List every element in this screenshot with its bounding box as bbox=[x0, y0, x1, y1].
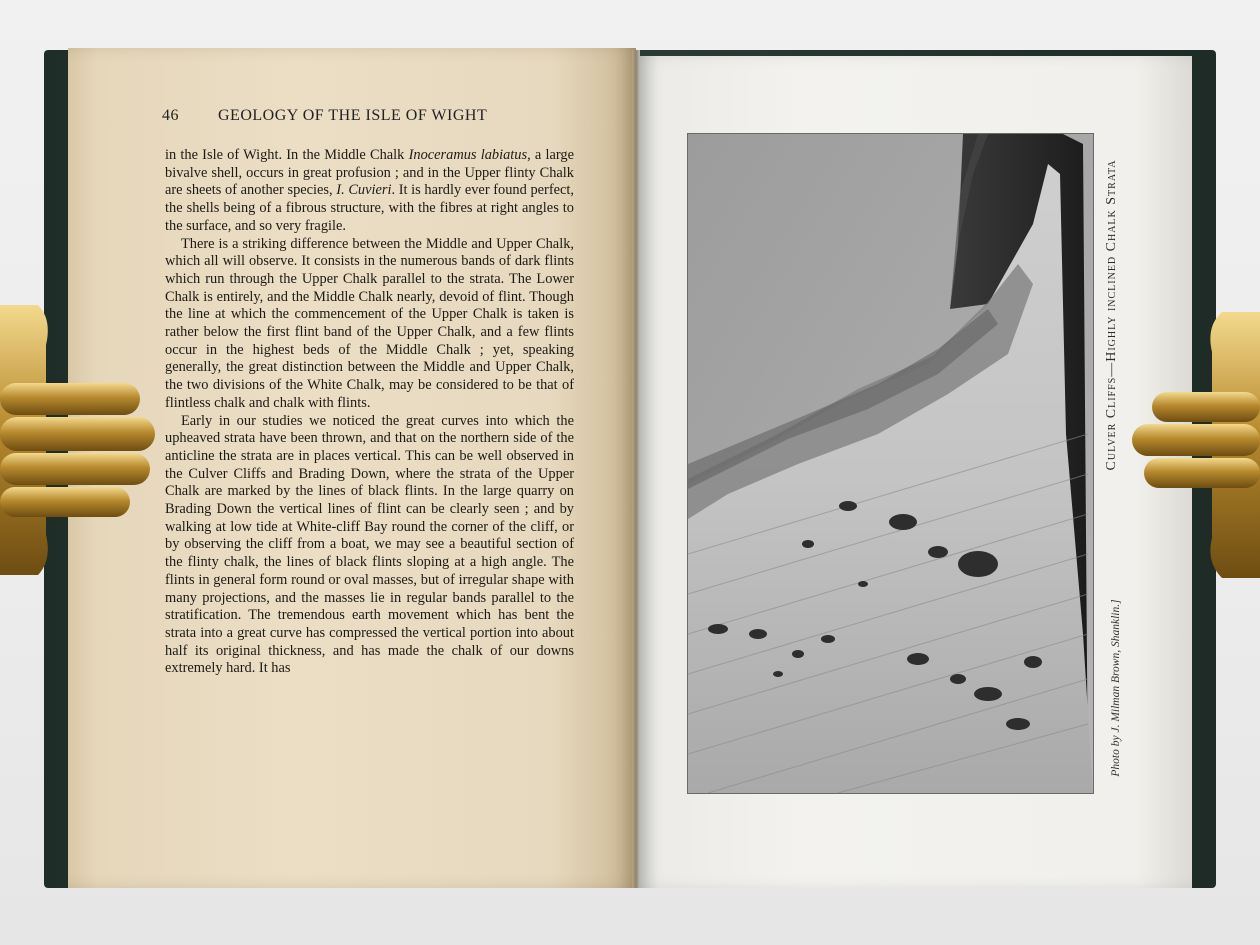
left-brass-clamp bbox=[0, 305, 160, 575]
italic-term: I. Cuvieri bbox=[336, 182, 392, 199]
book-gutter bbox=[632, 50, 640, 888]
paragraph-3 bbox=[165, 413, 574, 679]
page-number: 46 bbox=[162, 107, 179, 124]
text-run: . It is hardly ever found perfect, the shells being of a fibrous structure, with the fibres at right angles to the surface, and so very fragile. bbox=[165, 182, 575, 234]
italic-term: Inoceramus labiatus bbox=[408, 147, 528, 163]
page-header bbox=[162, 107, 574, 131]
text-run: in the Isle of Wight. In the Middle Chalk bbox=[165, 147, 409, 163]
paragraph-2 bbox=[165, 236, 574, 413]
photo-credit: Photo by J. Milman Brown, Shanklin.] bbox=[1110, 599, 1122, 777]
cliff-photograph bbox=[687, 133, 1094, 794]
plate-caption: Culver Cliffs—Highly inclined Chalk Strata bbox=[1104, 159, 1119, 471]
cliff-photo-image bbox=[688, 134, 1093, 793]
text-run: Early in our studies we noticed the great curves into which the upheaved strata have been thrown, and that on the northern side of the anticline the strata are in places vertical. This can be well observed in the Culver Cliffs and Brading Down, where the strata of the Upper Chalk are marked by the lines of black flints. In the large quarry on Brading Down the vertical lines of flint can be clearly seen ; and by walking at low tide at White-cliff Bay round the corner of the cliff, or by observing the cliff from a boat, we may see a beautiful section of the flinty chalk, the lines of black flints sloping at a high angle. The flints in general form round or oval masses, but of irregular shape with many projections, and the masses lie in regular bands parallel to the stratification. The tremendous earth movement which has bent the strata into a great curve has compressed the vertical portion into about half its original thickness, and has made the chalk of our downs extremely hard. It has bbox=[165, 412, 574, 677]
body-text bbox=[165, 147, 574, 678]
right-brass-clamp bbox=[1132, 312, 1260, 578]
text-run: , a large bivalve shell, occurs in great profusion ; and in the Upper flinty Chalk are sheets of another species, bbox=[165, 147, 574, 199]
running-head: GEOLOGY OF THE ISLE OF WIGHT bbox=[218, 107, 488, 124]
text-run: There is a striking difference between the Middle and Upper Chalk, which all will observe. It consists in the numerous bands of dark flints which run through the Upper Chalk parallel to the strata. The Lower Chalk is entirely, and the Middle Chalk nearly, devoid of flint. Though the line at which the commencement of the Upper Chalk is taken is rather below the first flint band of the Upper Chalk, and a few flints occur in the highest beds of the Middle Chalk ; yet, speaking generally, the great distinction between the Middle and Upper Chalk, the two divisions of the White Chalk, may be considered to be that of flintless chalk and chalk with flints. bbox=[165, 235, 574, 411]
paragraph-1 bbox=[165, 147, 574, 236]
